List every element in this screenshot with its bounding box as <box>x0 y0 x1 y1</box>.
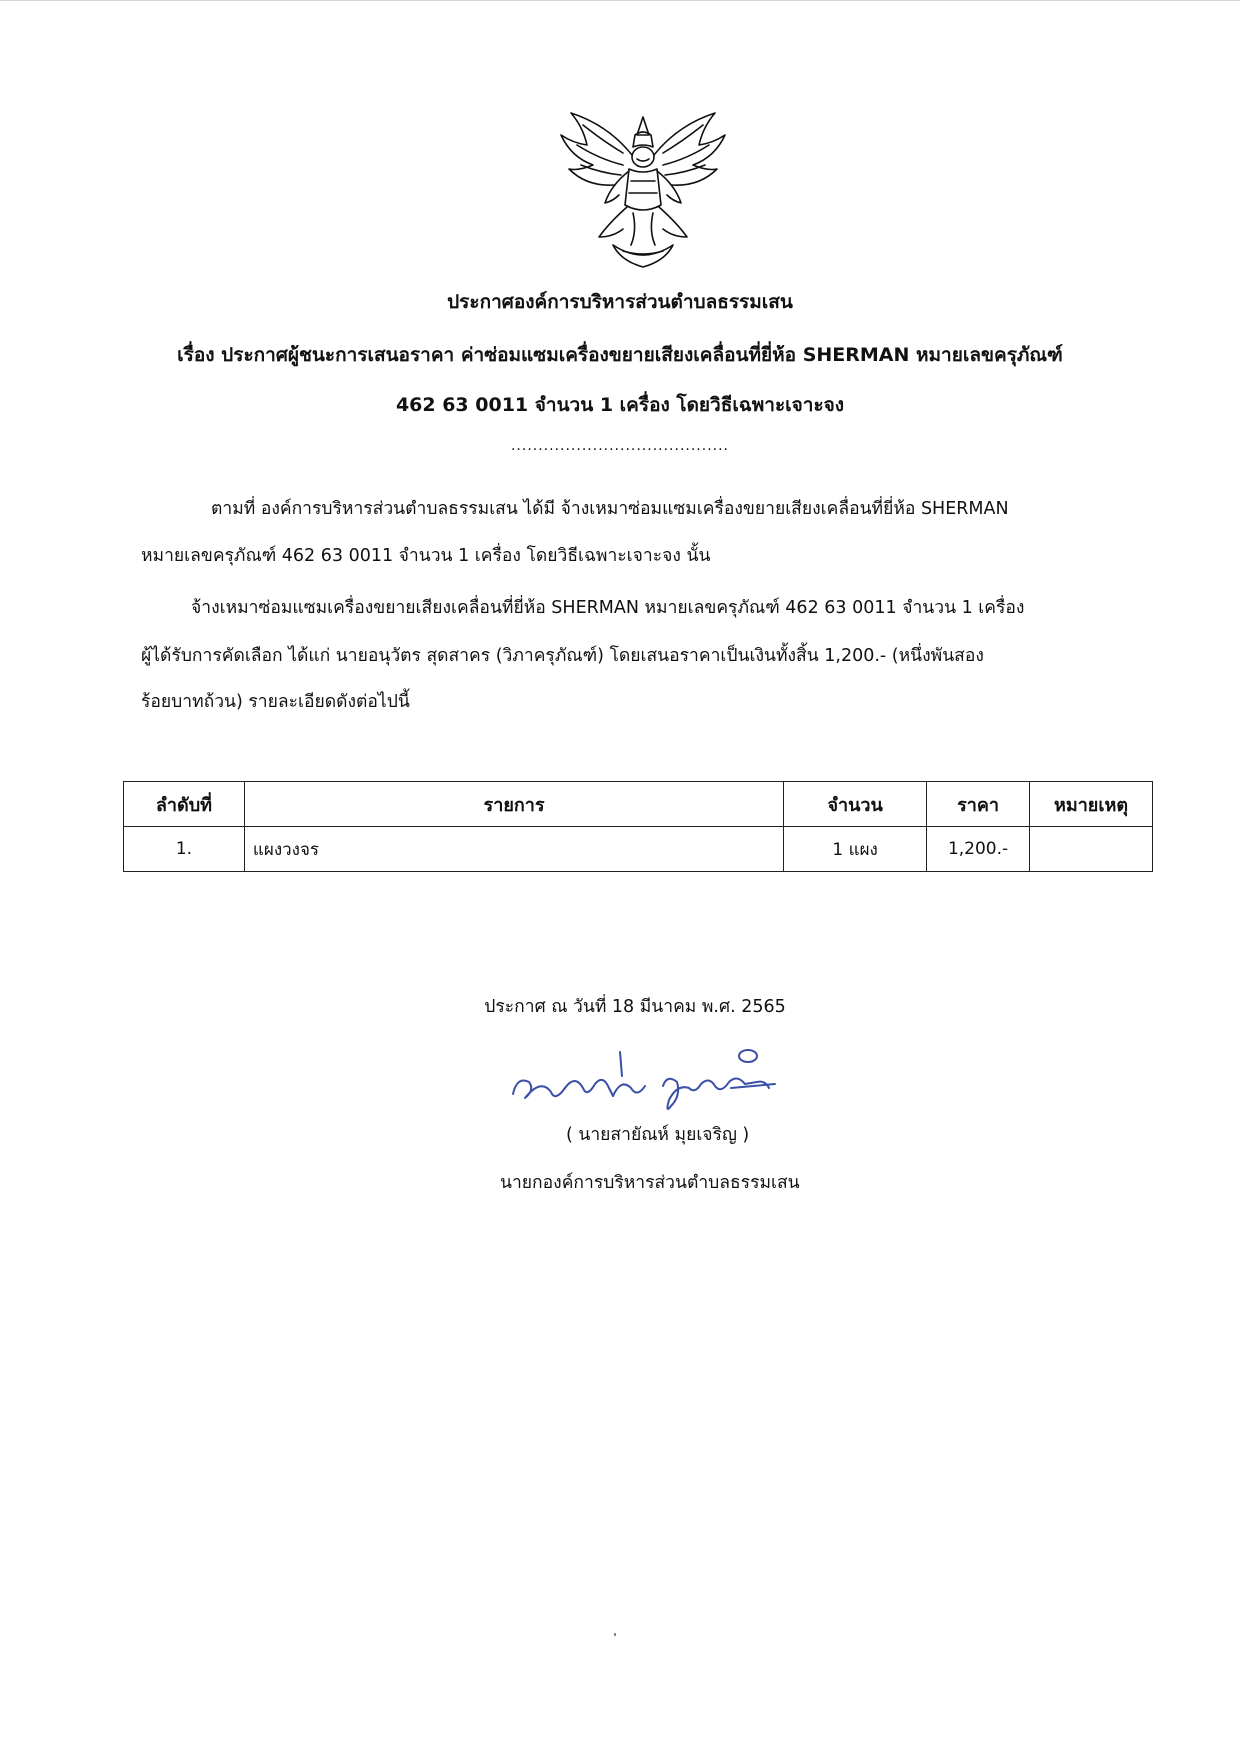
announcement-title: ประกาศองค์การบริหารส่วนตำบลธรรมเสน <box>447 291 793 313</box>
signer-title: นายกองค์การบริหารส่วนตำบลธรรมเสน <box>500 1173 800 1193</box>
paragraph-2-line-3: ร้อยบาทถ้วน) รายละเอียดดังต่อไปนี้ <box>141 692 410 712</box>
header-remark: หมายเหตุ <box>1030 782 1153 827</box>
signer-name: ( นายสายัณห์ มุยเจริญ ) <box>566 1125 750 1145</box>
paragraph-2-line-1: จ้างเหมาซ่อมแซมเครื่องขยายเสียงเคลื่อนที่ยี่ห้อ SHERMAN หมายเลขครุภัณฑ์ 462 63 0011 จำนวน 1 เครื่อง <box>191 598 1025 618</box>
header-sequence: ลำดับที่ <box>124 782 245 827</box>
paragraph-1-line-1: ตามที่ องค์การบริหารส่วนตำบลธรรมเสน ได้มี จ้างเหมาซ่อมแซมเครื่องขยายเสียงเคลื่อนที่ยี่ห้อ SHERMAN <box>211 499 1009 519</box>
paragraph-2-line-2: ผู้ได้รับการคัดเลือก ได้แก่ นายอนุวัตร สุดสาคร (วิภาครุภัณฑ์) โดยเสนอราคาเป็นเงินทั้งสิ้น 1,200.- (หนึ่งพันสอง <box>141 646 984 666</box>
announcement-date: ประกาศ ณ วันที่ 18 มีนาคม พ.ศ. 2565 <box>484 997 786 1017</box>
table-row <box>124 827 1153 872</box>
header-quantity: จำนวน <box>784 782 927 827</box>
cell-sequence: 1. <box>124 827 245 872</box>
items-table <box>123 781 1153 872</box>
handwritten-signature <box>495 1048 795 1118</box>
subject-line-1: เรื่อง ประกาศผู้ชนะการเสนอราคา ค่าซ่อมแซมเครื่องขยายเสียงเคลื่อนที่ยี่ห้อ SHERMAN หมายเลขครุภัณฑ์ <box>177 344 1063 366</box>
scan-speck <box>614 1633 616 1636</box>
garuda-emblem-icon <box>553 105 733 275</box>
cell-item: แผงวงจร <box>244 827 783 872</box>
table-header-row <box>124 782 1153 827</box>
header-item: รายการ <box>244 782 783 827</box>
cell-remark <box>1030 827 1153 872</box>
cell-price: 1,200.- <box>927 827 1030 872</box>
subject-line-2: 462 63 0011 จำนวน 1 เครื่อง โดยวิธีเฉพาะเจาะจง <box>395 394 845 416</box>
header-price: ราคา <box>927 782 1030 827</box>
separator-dots: ........................................ <box>510 438 729 454</box>
paragraph-1-line-2: หมายเลขครุภัณฑ์ 462 63 0011 จำนวน 1 เครื่อง โดยวิธีเฉพาะเจาะจง นั้น <box>141 546 711 566</box>
cell-quantity: 1 แผง <box>784 827 927 872</box>
